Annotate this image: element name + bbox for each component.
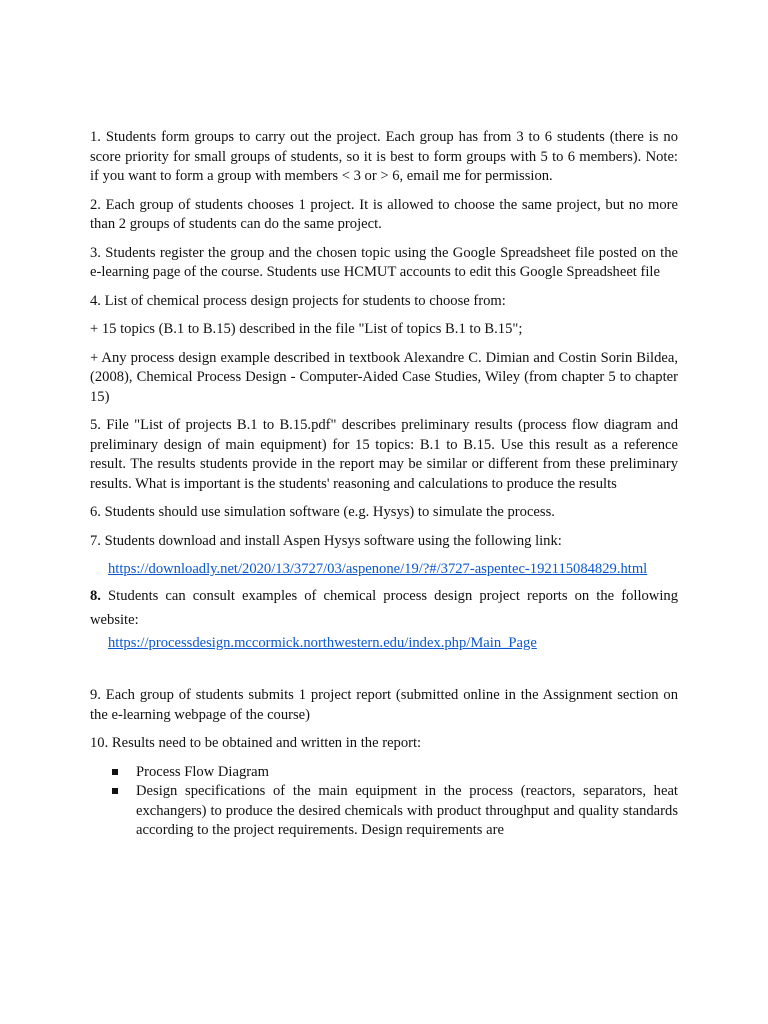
bullet-text: Design specifications of the main equipment in the process (reactors, separators, heat exchangers) to produce the desired chemicals with product throughput and quality standards according to the project requirements. Design requirements are: [136, 783, 678, 838]
hysys-link-line: [108, 560, 678, 580]
paragraph-7: 7. Students download and install Aspen Hysys software using the following link:: [90, 532, 562, 549]
square-bullet-icon: [112, 769, 118, 775]
spacer: [90, 657, 678, 686]
paragraph-4: 4. List of chemical process design projects for students to choose from:: [90, 292, 506, 309]
hysys-download-link[interactable]: https://downloadly.net/2020/13/3727/03/aspenone/19/?#/3727-aspentec-192115084829.html: [108, 561, 648, 577]
results-bullet-list: [90, 763, 678, 841]
paragraph-6: 6. Students should use simulation software (e.g. Hysys) to simulate the process.: [90, 504, 555, 520]
paragraph-2: 2. Each group of students chooses 1 project. It is allowed to choose the same project, but no more than 2 groups of students can do the same project.: [90, 196, 678, 232]
bullet-item: [90, 782, 678, 841]
bullet-text: Process Flow Diagram: [136, 763, 269, 780]
paragraph-8-text: Students can consult examples of chemical process design project reports on the following website:: [90, 587, 678, 628]
paragraph-3: 3. Students register the group and the chosen topic using the Google Spreadsheet file posted on the e-learning page of the course. Students use HCMUT accounts to edit this Google Spreadsheet file: [90, 244, 678, 280]
paragraph-5: 5. File "List of projects B.1 to B.15.pdf" describes preliminary results (process flow diagram and preliminary design of main equipment) for 15 topics: B.1 to B.15. Use this result as a reference result. The results students provide in the report may be similar or different from these preliminary results. What is important is the students' reasoning and calculations to produce the results: [90, 417, 678, 492]
paragraph-9: 9. Each group of students submits 1 project report (submitted online in the Assignment section on the e-learning webpage of the course): [90, 687, 678, 723]
paragraph-8: [90, 584, 678, 632]
paragraph-10: 10. Results need to be obtained and written in the report:: [90, 735, 422, 751]
paragraph-8-number: 8.: [90, 587, 101, 604]
paragraph-4-textbook: + Any process design example described in textbook Alexandre C. Dimian and Costin Sorin Bildea, (2008), Chemical Process Design - Computer-Aided Case Studies, Wiley (from chapter 5 to chapter 15): [90, 349, 678, 405]
square-bullet-icon: [112, 788, 118, 794]
bullet-item: [90, 763, 678, 783]
paragraph-1: 1. Students form groups to carry out the project. Each group has from 3 to 6 students (there is no score priority for small groups of students, so it is best to form groups with 5 to 6 members). Note: if you want to form a group with members < 3 or > 6, email me for permission.: [90, 129, 678, 184]
processdesign-website-link[interactable]: https://processdesign.mccormick.northwestern.edu/index.php/Main_Page: [108, 634, 537, 651]
processdesign-link-line: [108, 634, 678, 654]
paragraph-4-topics: + 15 topics (B.1 to B.15) described in the file "List of topics B.1 to B.15";: [90, 321, 523, 337]
document-body: [90, 128, 678, 841]
